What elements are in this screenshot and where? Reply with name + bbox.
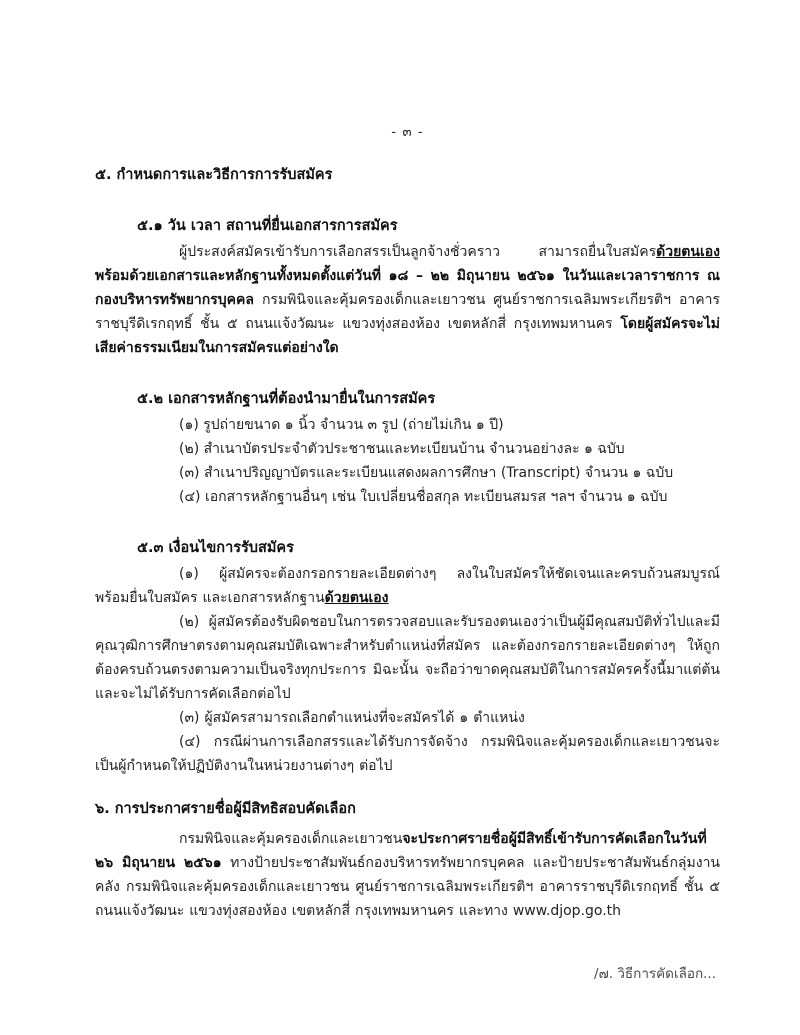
- section-5-3-item-1: [95, 562, 720, 610]
- section-5-1-heading: ๕.๑ วัน เวลา สถานที่ยื่นเอกสารการสมัคร: [137, 218, 398, 235]
- section-6-text-c: ทางป้ายประชาสัมพันธ์กองบริหารทรัพยากรบุคคล และป้ายประชาสัมพันธ์กลุ่มงานคลัง กรมพินิจและคุ้มครองเด็กและเยาวชน ศูนย์ราชการเฉลิมพระเกียรติฯ อาคารราชบุรีดิเรกฤทธิ์ ชั้น ๕ ถนนแจ้งวัฒนะ แขวงทุ่งสองห้อง เขตหลักสี่ กรุงเทพมหานคร และทาง www.djop.go.th: [95, 854, 720, 919]
- section-5-3-item-1-text: (๑) ผู้สมัครจะต้องกรอกรายละเอียดต่างๆ ลงในใบสมัครให้ชัดเจนและครบถ้วนสมบูรณ์ พร้อมยื่นใบสมัคร และเอกสารหลักฐาน: [95, 565, 720, 606]
- page-number: - ๓ -: [391, 124, 424, 140]
- list-item: (๑) รูปถ่ายขนาด ๑ นิ้ว จำนวน ๓ รูป (ถ่ายไม่เกิน ๑ ปี): [179, 416, 504, 433]
- section-6-text-b: จะประกาศรายชื่อผู้มีสิทธิ์เข้ารับการคัดเลือกในวันที่ ๒๖ มิถุนายน ๒๕๖๑: [95, 830, 707, 871]
- section-5-1-body: [95, 240, 720, 360]
- section-5-1-text-d: โดยผู้สมัครจะไม่เสียค่าธรรมเนียมในการสมัครแต่อย่างใด: [95, 316, 720, 357]
- section-5-heading: ๕. กำหนดการและวิธีการการรับสมัคร: [95, 167, 333, 183]
- section-5-3-heading: ๕.๓ เงื่อนไขการรับสมัคร: [137, 540, 294, 557]
- section-5-3-item-3: (๓) ผู้สมัครสามารถเลือกตำแหน่งที่จะสมัครได้ ๑ ตำแหน่ง: [179, 710, 525, 727]
- section-5-1-emphasis-self: ด้วยตนเอง: [656, 243, 720, 260]
- section-5-3-item-4: (๔) กรณีผ่านการเลือกสรรและได้รับการจัดจ้าง กรมพินิจและคุ้มครองเด็กและเยาวชนจะเป็นผู้กำหนดให้ปฏิบัติงานในหน่วยงานต่างๆ ต่อไป: [95, 734, 720, 775]
- spacer: [95, 509, 720, 523]
- list-item: (๒) สำเนาบัตรประจำตัวประชาชนและทะเบียนบ้าน จำนวนอย่างละ ๑ ฉบับ: [179, 440, 625, 457]
- spacer: [95, 192, 720, 201]
- page-content: [95, 120, 720, 923]
- section-6-text-a: กรมพินิจและคุ้มครองเด็กและเยาวชน: [179, 830, 403, 847]
- list-item: (๔) เอกสารหลักฐานอื่นๆ เช่น ใบเปลี่ยนชื่อสกุล ทะเบียนสมรส ฯลฯ จำนวน ๑ ฉบับ: [179, 489, 668, 506]
- section-6-heading: ๖. การประกาศรายชื่อผู้มีสิทธิสอบคัดเลือก: [95, 801, 356, 818]
- section-5-3-item-2: (๒) ผู้สมัครต้องรับผิดชอบในการตรวจสอบและรับรองตนเองว่าเป็นผู้มีคุณสมบัติทั่วไปและมีคุณวุฒิการศึกษาตรงตามคุณสมบัติเฉพาะสำหรับตำแหน่งที่สมัคร และต้องกรอกรายละเอียดต่างๆ ให้ถูกต้องครบถ้วนตรงตามความเป็นจริงทุกประการ มิฉะนั้น จะถือว่าขาดคุณสมบัติในการสมัครครั้งนี้มาแต่ต้นและจะไม่ได้รับการคัดเลือกต่อไป: [95, 613, 720, 702]
- section-5-3-item-1-emphasis-self: ด้วยตนเอง: [324, 589, 389, 606]
- spacer: [95, 778, 720, 798]
- section-5-1-text-b: พร้อมด้วยเอกสารและหลักฐานทั้งหมดตั้งแต่วันที่ ๑๘ – ๒๒ มิถุนายน ๒๕๖๑ ในวันและเวลาราชการ ณ กองบริหารทรัพยากรบุคคล: [95, 268, 720, 309]
- section-5-1-text-c: กรมพินิจและคุ้มครองเด็กและเยาวชน ศูนย์ราชการเฉลิมพระเกียรติฯ อาคารราชบุรีดิเรกฤทธิ์ ชั้น ๕ ถนนแจ้งวัฒนะ แขวงทุ่งสองห้อง เขตหลักสี่ กรุงเทพมหานคร: [95, 292, 720, 333]
- list-item: (๓) สำเนาปริญญาบัตรและระเบียนแสดงผลการศึกษา (Transcript) จำนวน ๑ ฉบับ: [179, 464, 674, 481]
- footer-continuation-note: /๗. วิธีการคัดเลือก...: [594, 966, 716, 982]
- section-5-2-heading: ๕.๒ เอกสารหลักฐานที่ต้องนำมายื่นในการสมัคร: [137, 391, 436, 408]
- section-6-body: [95, 827, 720, 923]
- spacer: [95, 360, 720, 374]
- section-5-1-text-a: ผู้ประสงค์สมัครเข้ารับการเลือกสรรเป็นลูกจ้างชั่วคราว สามารถยื่นใบสมัคร: [179, 243, 657, 260]
- section-5-2-list: [95, 413, 720, 509]
